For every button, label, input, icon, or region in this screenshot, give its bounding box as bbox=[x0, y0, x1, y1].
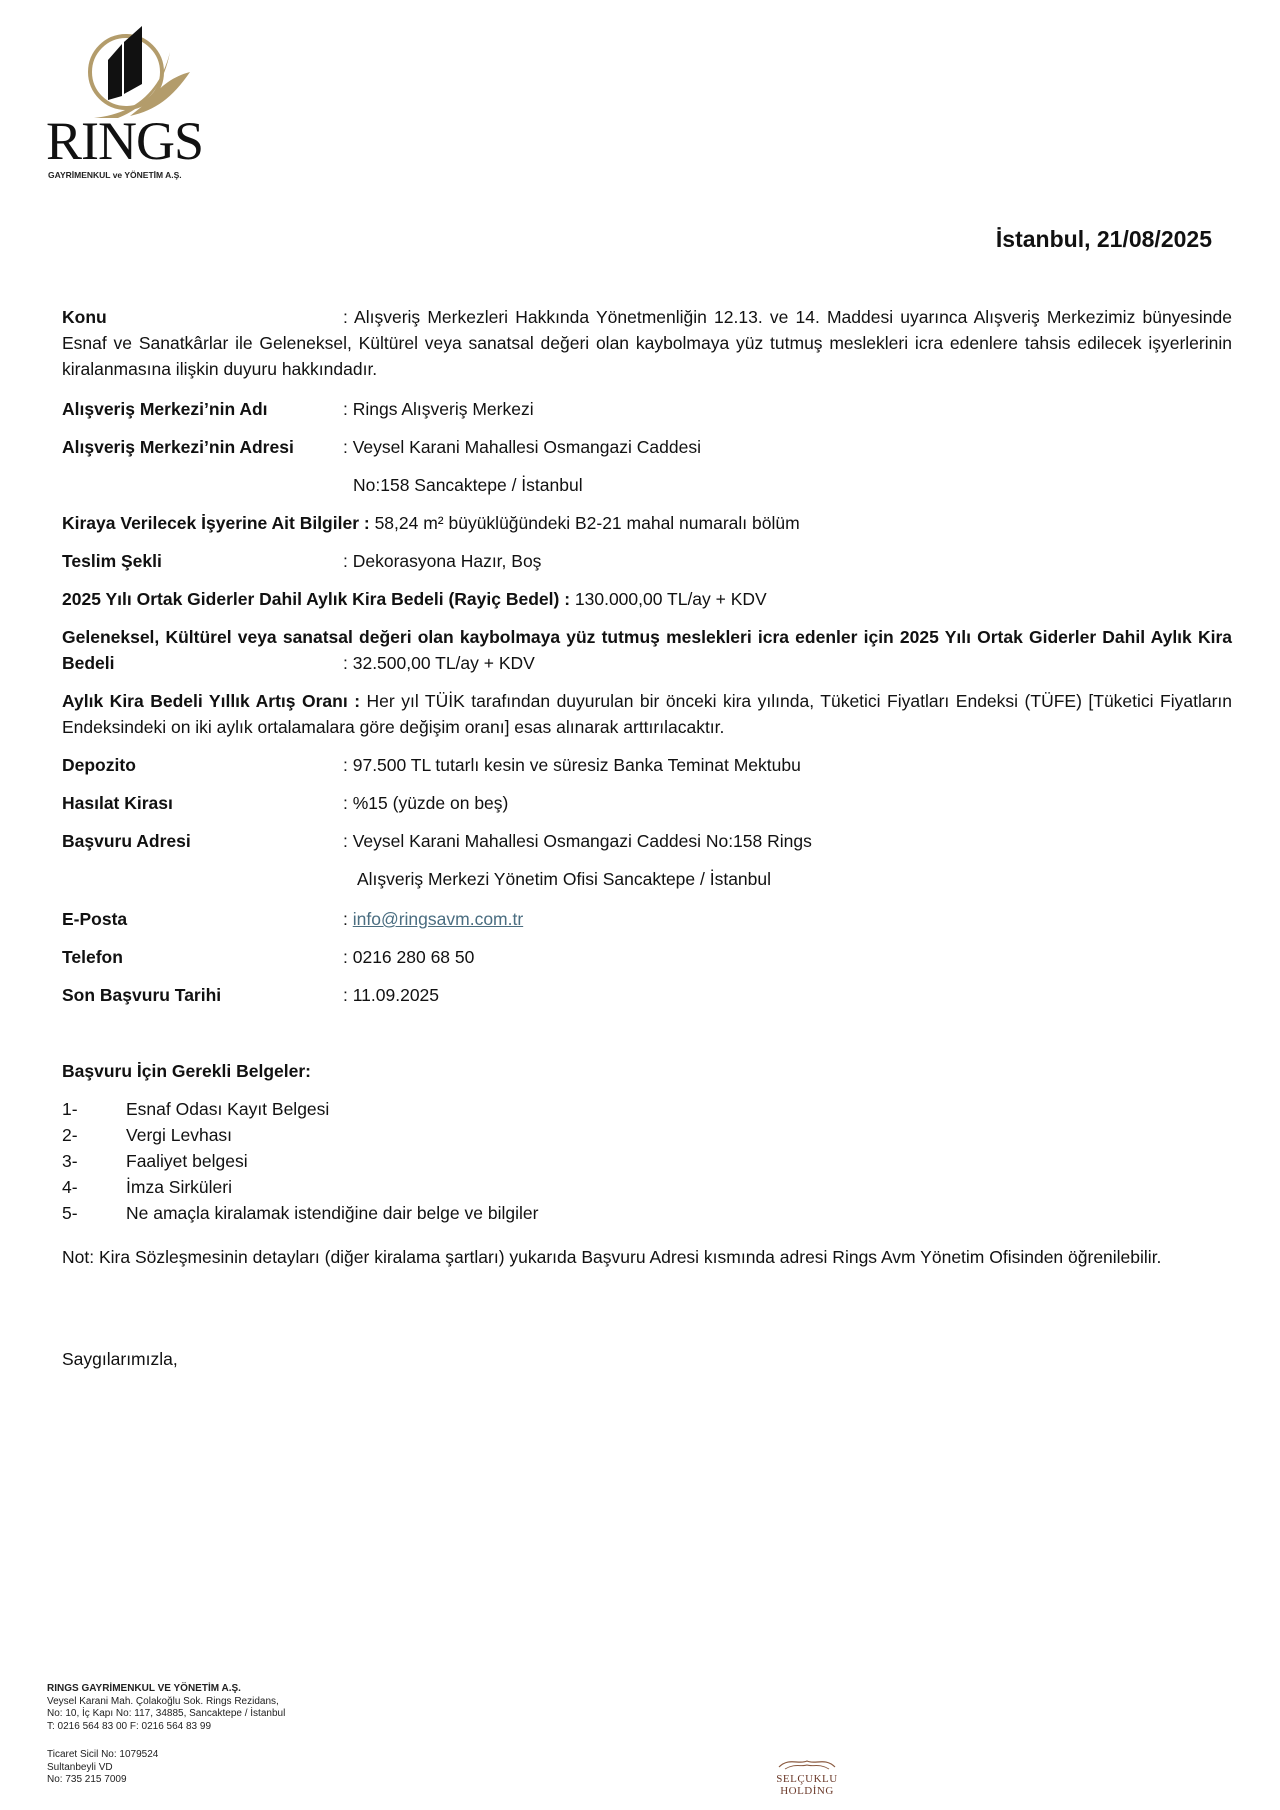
footer-address-block bbox=[47, 1683, 285, 1733]
subject-label: Konu bbox=[62, 307, 107, 327]
application-address-label: Başvuru Adresi bbox=[62, 831, 191, 851]
delivery-label: Teslim Şekli bbox=[62, 551, 162, 571]
holding-name: SELÇUKLU HOLDİNG bbox=[776, 1773, 838, 1797]
note-paragraph: Not: Kira Sözleşmesinin detayları (diğer kiralama şartları) yukarıda Başvuru Adresi kısmında adresi Rings Avm Yönetim Ofisinden öğrenilebilir. bbox=[62, 1247, 1162, 1267]
footer-address-line2: No: 10, İç Kapı No: 117, 34885, Sancaktepe / İstanbul bbox=[47, 1708, 286, 1719]
revenue-rent-label: Hasılat Kirası bbox=[62, 793, 173, 813]
logo-subtitle: GAYRİMENKUL ve YÖNETİM A.Ş. bbox=[48, 170, 182, 180]
footer-registry-block bbox=[47, 1749, 158, 1787]
footer-trade-registry: Ticaret Sicil No: 1079524 bbox=[47, 1749, 159, 1760]
documents-list bbox=[62, 1096, 538, 1226]
closing-text: Saygılarımızla, bbox=[62, 1349, 178, 1369]
selcuklu-holding-logo bbox=[752, 1755, 862, 1795]
footer-address-line1: Veysel Karani Mah. Çolakoğlu Sok. Rings Rezidans, bbox=[47, 1695, 279, 1707]
application-address-value: : Veysel Karani Mahallesi Osmangazi Caddesi No:158 Rings bbox=[343, 831, 812, 851]
rings-emblem-icon bbox=[64, 22, 204, 122]
mall-address-value-line2: No:158 Sancaktepe / İstanbul bbox=[353, 475, 583, 495]
deposit-value: : 97.500 TL tutarlı kesin ve süresiz Banka Teminat Mektubu bbox=[343, 755, 801, 775]
footer-tax-office: Sultanbeyli VD bbox=[47, 1761, 113, 1773]
footer-tax-no: No: 735 215 7009 bbox=[47, 1774, 127, 1785]
logo-wordmark: RINGS bbox=[46, 111, 204, 171]
unit-info-value: 58,24 m² büyüklüğündeki B2-21 mahal numaralı bölüm bbox=[369, 513, 800, 533]
deposit-label: Depozito bbox=[62, 755, 136, 775]
list-item: 1- Esnaf Odası Kayıt Belgesi bbox=[62, 1099, 330, 1119]
footer-phone-fax: T: 0216 564 83 00 F: 0216 564 83 99 bbox=[47, 1720, 212, 1732]
company-logo bbox=[44, 22, 204, 182]
phone-value: : 0216 280 68 50 bbox=[343, 947, 475, 967]
rent-2025-value: 130.000,00 TL/ay + KDV bbox=[570, 589, 767, 609]
deadline-value: : 11.09.2025 bbox=[343, 985, 440, 1005]
annual-increase-label: Aylık Kira Bedeli Yıllık Artış Oranı : bbox=[62, 691, 361, 711]
traditional-rent-value: : 32.500,00 TL/ay + KDV bbox=[343, 653, 535, 673]
phone-label: Telefon bbox=[62, 947, 123, 967]
deadline-label: Son Başvuru Tarihi bbox=[62, 985, 222, 1005]
list-item: 2- Vergi Levhası bbox=[62, 1125, 233, 1145]
subject-paragraph bbox=[62, 304, 1232, 382]
list-item: 5- Ne amaçla kiralamak istendiğine dair belge ve bilgiler bbox=[62, 1203, 539, 1223]
application-address-value-line2: Alışveriş Merkezi Yönetim Ofisi Sancaktepe / İstanbul bbox=[357, 869, 772, 889]
revenue-rent-value: : %15 (yüzde on beş) bbox=[343, 793, 509, 813]
list-item: 3- Faaliyet belgesi bbox=[62, 1151, 248, 1171]
holding-emblem-icon bbox=[777, 1757, 837, 1771]
rent-2025 bbox=[62, 586, 767, 612]
email-link[interactable]: info@ringsavm.com.tr bbox=[352, 909, 524, 929]
document-date: İstanbul, 21/08/2025 bbox=[995, 226, 1212, 252]
documents-title: Başvuru İçin Gerekli Belgeler: bbox=[62, 1061, 311, 1081]
mall-address-value: : Veysel Karani Mahallesi Osmangazi Caddesi bbox=[343, 437, 701, 457]
mall-name-label: Alışveriş Merkezi’nin Adı bbox=[62, 399, 268, 419]
annual-increase bbox=[62, 688, 1232, 740]
list-item: 4- İmza Sirküleri bbox=[62, 1177, 232, 1197]
mall-address-label: Alışveriş Merkezi’nin Adresi bbox=[62, 437, 294, 457]
mall-name-value: : Rings Alışveriş Merkezi bbox=[343, 399, 534, 419]
email-value: : info@ringsavm.com.tr bbox=[343, 909, 524, 929]
traditional-rent-label: Geleneksel, Kültürel veya sanatsal değeri olan kaybolmaya yüz tutmuş meslekleri icra edenler için 2025 Yılı Ortak Giderler Dahil Aylık Kira Bedeli bbox=[62, 627, 1232, 673]
subject-text: : Alışveriş Merkezleri Hakkında Yönetmenliğin 12.13. ve 14. Maddesi uyarınca Alışveriş Merkezimiz bünyesinde Esnaf ve Sanatkârlar ile Geleneksel, Kültürel veya sanatsal değeri olan kaybolmaya yüz tutmuş meslekleri icra edenlere tahsis edilecek işyerlerinin kiralanmasına ilişkin duyuru hakkındadır. bbox=[62, 307, 1232, 379]
delivery-value: : Dekorasyona Hazır, Boş bbox=[343, 551, 542, 571]
rent-2025-label: 2025 Yılı Ortak Giderler Dahil Aylık Kira Bedeli (Rayiç Bedel) : bbox=[62, 589, 571, 609]
email-label: E-Posta bbox=[62, 909, 128, 929]
annual-increase-value: Her yıl TÜİK tarafından duyurulan bir önceki kira yılında, Tüketici Fiyatları Endeksi (TÜFE) [Tüketici Fiyatların Endeksindeki on iki aylık ortalamalara göre değişim oranı] esas alınarak arttırılacaktır. bbox=[62, 691, 1233, 737]
footer-company: RINGS GAYRİMENKUL VE YÖNETİM A.Ş. bbox=[47, 1683, 241, 1694]
unit-info-label: Kiraya Verilecek İşyerine Ait Bilgiler : bbox=[62, 513, 370, 533]
unit-info bbox=[62, 510, 800, 536]
